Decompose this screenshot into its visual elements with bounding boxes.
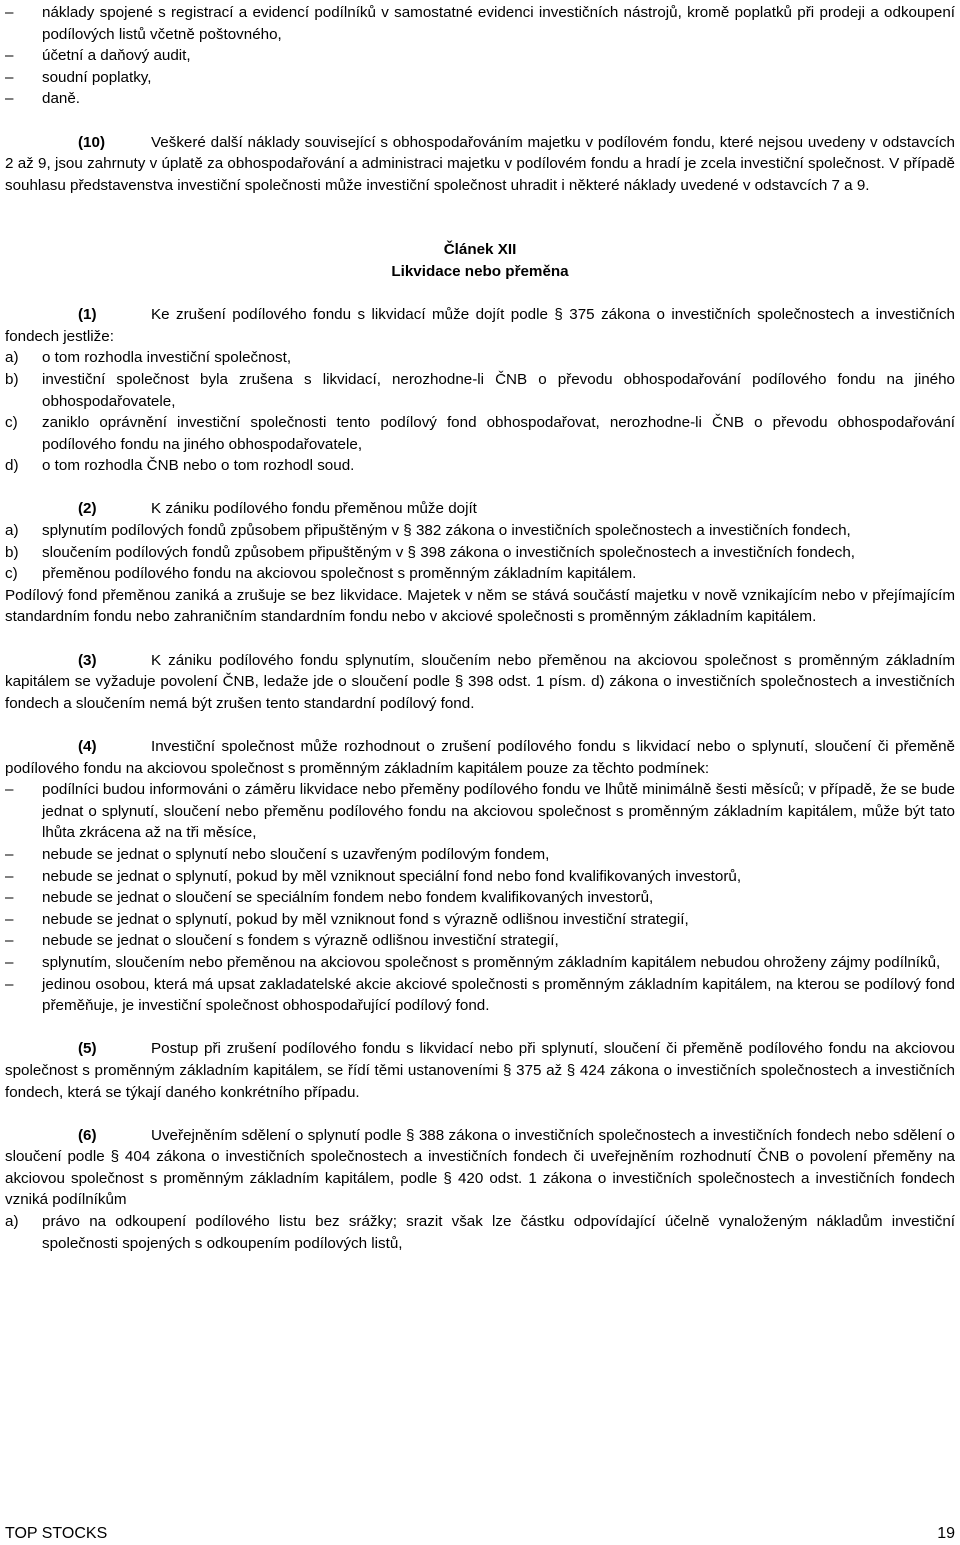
list-item: – náklady spojené s registrací a evidencí podílníků v samostatné evidenci investičních nástrojů, kromě poplatků při prodeji a odkoupení podílových listů včetně poštovného, <box>5 2 955 45</box>
paragraph-text: Uveřejněním sdělení o splynutí podle § 388 zákona o investičních společnostech a investičních fondech nebo sdělení o sloučení podle § 404 zákona o investičních společnostech a investičních fondech či uveřejněním rozhodnutí ČNB o povolení přeměny na akciovou společnost s proměnným základním kapitálem, podle § 420 odst. 1 zákona o investičních společnostech a investičních fondech vzniká podílníkům <box>5 1126 955 1209</box>
paragraph-text: Investiční společnost může rozhodnout o zrušení podílového fondu s likvidací nebo o splynutí, sloučení či přeměně podílového fondu na akciovou společnost s proměnným základním kapitálem pouze za těchto podmínek: <box>5 738 955 777</box>
list-item: – nebude se jednat o splynutí, pokud by měl vzniknout fond s výrazně odlišnou investiční strategií, <box>5 909 955 931</box>
page-footer <box>5 1523 955 1545</box>
paragraph-text: K zániku podílového fondu přeměnou může dojít <box>151 500 477 518</box>
paragraph-number: (2) <box>78 500 97 518</box>
page-number: 19 <box>937 1525 955 1542</box>
list-item: – nebude se jednat o splynutí, pokud by měl vzniknout speciální fond nebo fond kvalifikovaných investorů, <box>5 866 955 888</box>
list-item: a) právo na odkoupení podílového listu bez srážky; srazit však lze částku odpovídající účelně vynaloženým nákladům investiční společnosti spojených s odkoupením podílových listů, <box>5 1213 955 1252</box>
paragraph-text: Ke zrušení podílového fondu s likvidací může dojít podle § 375 zákona o investičních společnostech a investičních fondech jestliže: <box>5 306 955 345</box>
list-item: – účetní a daňový audit, <box>5 45 955 67</box>
paragraph-1 <box>5 304 955 477</box>
footer-title: TOP STOCKS <box>5 1525 108 1542</box>
paragraph-text: Podílový fond přeměnou zaniká a zrušuje se bez likvidace. Majetek v něm se stává součástí majetku v nově vznikajícím nebo v přejímajícím standardním fondu nebo zahraničním standardním fondu nebo v akciové společnosti s proměnným základním kapitálem. <box>5 586 955 626</box>
article-title: Článek XII <box>443 241 517 259</box>
paragraph-text: Postup při zrušení podílového fondu s likvidací nebo při splynutí, sloučení či přeměně podílového fondu na akciovou společnost s proměnným základním kapitálem, se řídí těmi ustanoveními § 375 až § 424 zákona o investičních společnostech a investičních fondech, která se týkají daného konkrétního případu. <box>5 1040 955 1101</box>
list-item: a) splynutím podílových fondů způsobem připuštěným v § 382 zákona o investičních společnostech a investičních fondech, <box>5 522 851 540</box>
paragraph-5 <box>5 1038 955 1103</box>
paragraph-4 <box>5 736 955 1017</box>
paragraph-3 <box>5 650 955 715</box>
list-item: b) sloučením podílových fondů způsobem připuštěným v § 398 zákona o investičních společnostech a investičních fondech, <box>5 543 856 561</box>
paragraph-number: (6) <box>78 1126 97 1144</box>
paragraph-number: (5) <box>78 1040 97 1058</box>
list-item: c) přeměnou podílového fondu na akciovou společnost s proměnným základním kapitálem. <box>5 565 637 583</box>
paragraph-2 <box>5 498 955 628</box>
intro-dash-list <box>5 2 955 110</box>
paragraph-number: (3) <box>78 651 97 669</box>
article-subtitle: Likvidace nebo přeměna <box>391 262 569 280</box>
list-item: a) o tom rozhodla investiční společnost, <box>5 349 292 367</box>
paragraph-text: Veškeré další náklady související s obhospodařováním majetku v podílovém fondu, které nejsou uvedeny v odstavcích 2 až 9, jsou zahrnuty v úplatě za obhospodařování a administraci majetku v podílovém fondu a hradí je zcela investiční společnost. V případě souhlasu představenstva investiční společnosti může investiční společnost uhradit i některé náklady uvedené v odstavcích 7 a 9. <box>5 133 955 194</box>
list-item: – jedinou osobou, která má upsat zakladatelské akcie akciové společnosti s proměnným základním kapitálem, na kterou se podílový fond přeměňuje, je investiční společnost obhospodařující podílový fond. <box>5 974 955 1017</box>
list-item: – daně. <box>5 88 955 110</box>
list-item: – nebude se jednat o sloučení se speciálním fondem nebo fondem kvalifikovaných investorů, <box>5 887 955 909</box>
paragraph-number: (4) <box>78 738 97 755</box>
document-page <box>5 2 955 1254</box>
list-item: – splynutím, sloučením nebo přeměnou na akciovou společnost s proměnným základním kapitálem nebudou ohroženy zájmy podílníků, <box>5 952 955 974</box>
list-item: c) zaniklo oprávnění investiční společnosti tento podílový fond obhospodařovat, nerozhodne-li ČNB o převodu obhospodařování podílového fondu na jiného obhospodařovatele, <box>5 414 955 453</box>
list-item: d) o tom rozhodla ČNB nebo o tom rozhodl soud. <box>5 457 355 475</box>
list-item: b) investiční společnost byla zrušena s likvidací, nerozhodne-li ČNB o převodu obhospodařování podílového fondu na jiného obhospodařovatele, <box>5 370 955 410</box>
paragraph-number: (1) <box>78 306 97 324</box>
list-item: – nebude se jednat o splynutí nebo sloučení s uzavřeným podílovým fondem, <box>5 844 955 866</box>
article-heading <box>5 239 955 282</box>
paragraph-number: (10) <box>78 133 106 151</box>
paragraph-6 <box>5 1125 955 1255</box>
list-item: – nebude se jednat o sloučení s fondem s výrazně odlišnou investiční strategií, <box>5 930 955 952</box>
paragraph-10 <box>5 132 955 197</box>
list-item: – soudní poplatky, <box>5 67 955 89</box>
paragraph-text: K zániku podílového fondu splynutím, sloučením nebo přeměnou na akciovou společnost s proměnným základním kapitálem se vyžaduje povolení ČNB, ledaže jde o sloučení podle § 398 odst. 1 písm. d) zákona o investičních společnostech a investičních fondech a sloučením nemá být zrušen tento standardní podílový fond. <box>5 651 955 712</box>
list-item: – podílníci budou informováni o záměru likvidace nebo přeměny podílového fondu ve lhůtě minimálně šesti měsíců; v případě, že se bude jednat o splynutí, sloučení nebo přeměnu podílového fondu na akciovou společnost s proměnným základním kapitálem, může být tato lhůta zkrácena až na tři měsíce, <box>5 779 955 844</box>
